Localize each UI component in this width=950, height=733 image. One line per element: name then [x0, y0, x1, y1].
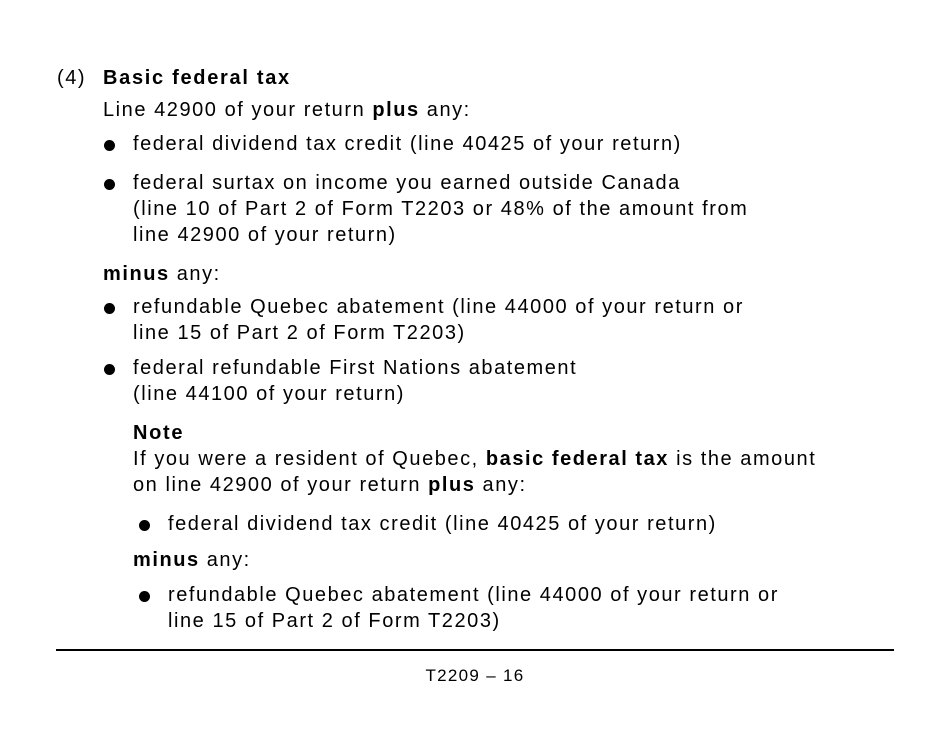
- bullet-icon: [104, 140, 115, 151]
- section-number: (4): [57, 67, 87, 89]
- list-item: federal refundable First Nations abatement: [133, 357, 578, 379]
- list-item-continuation: (line 44100 of your return): [133, 383, 405, 405]
- bullet-icon: [104, 179, 115, 190]
- intro-text-c: any:: [419, 99, 471, 121]
- note-title: Note: [133, 422, 185, 444]
- minus-intro: [103, 261, 221, 287]
- note-basic-federal-tax: basic federal tax: [485, 448, 669, 470]
- list-item: federal dividend tax credit (line 40425 of your return): [168, 513, 717, 535]
- note-line: [133, 446, 816, 472]
- bullet-icon: [104, 364, 115, 375]
- bullet-icon: [104, 303, 115, 314]
- list-item-continuation: line 42900 of your return): [133, 224, 397, 246]
- note-minus-intro: [133, 547, 251, 573]
- bullet-icon: [139, 520, 150, 531]
- list-item: federal dividend tax credit (line 40425 of your return): [133, 133, 682, 155]
- note-minus-keyword: minus: [133, 549, 200, 571]
- intro-text: [103, 97, 471, 123]
- list-item: refundable Quebec abatement (line 44000 of your return or: [133, 296, 744, 318]
- note-line1-c: is the amount: [668, 448, 817, 470]
- list-item-continuation: line 15 of Part 2 of Form T2203): [133, 322, 466, 344]
- note-minus-intro-rest: any:: [199, 549, 251, 571]
- note-line1-a: If you were a resident of Quebec,: [133, 448, 486, 470]
- list-item-continuation: line 15 of Part 2 of Form T2203): [168, 610, 501, 632]
- minus-keyword: minus: [103, 263, 170, 285]
- note-line: [133, 472, 527, 498]
- note-line2-c: any:: [475, 474, 527, 496]
- note-line2-a: on line 42900 of your return: [133, 474, 429, 496]
- minus-intro-rest: any:: [169, 263, 221, 285]
- note-plus-keyword: plus: [428, 474, 476, 496]
- page-number: T2209 – 16: [425, 666, 525, 685]
- list-item: refundable Quebec abatement (line 44000 of your return or: [168, 584, 779, 606]
- section-heading: Basic federal tax: [103, 67, 291, 89]
- list-item: federal surtax on income you earned outside Canada: [133, 172, 681, 194]
- intro-plus-keyword: plus: [372, 99, 420, 121]
- bullet-icon: [139, 591, 150, 602]
- footer-divider: [56, 649, 894, 651]
- list-item-continuation: (line 10 of Part 2 of Form T2203 or 48% of the amount from: [133, 198, 749, 220]
- intro-text-a: Line 42900 of your return: [103, 99, 373, 121]
